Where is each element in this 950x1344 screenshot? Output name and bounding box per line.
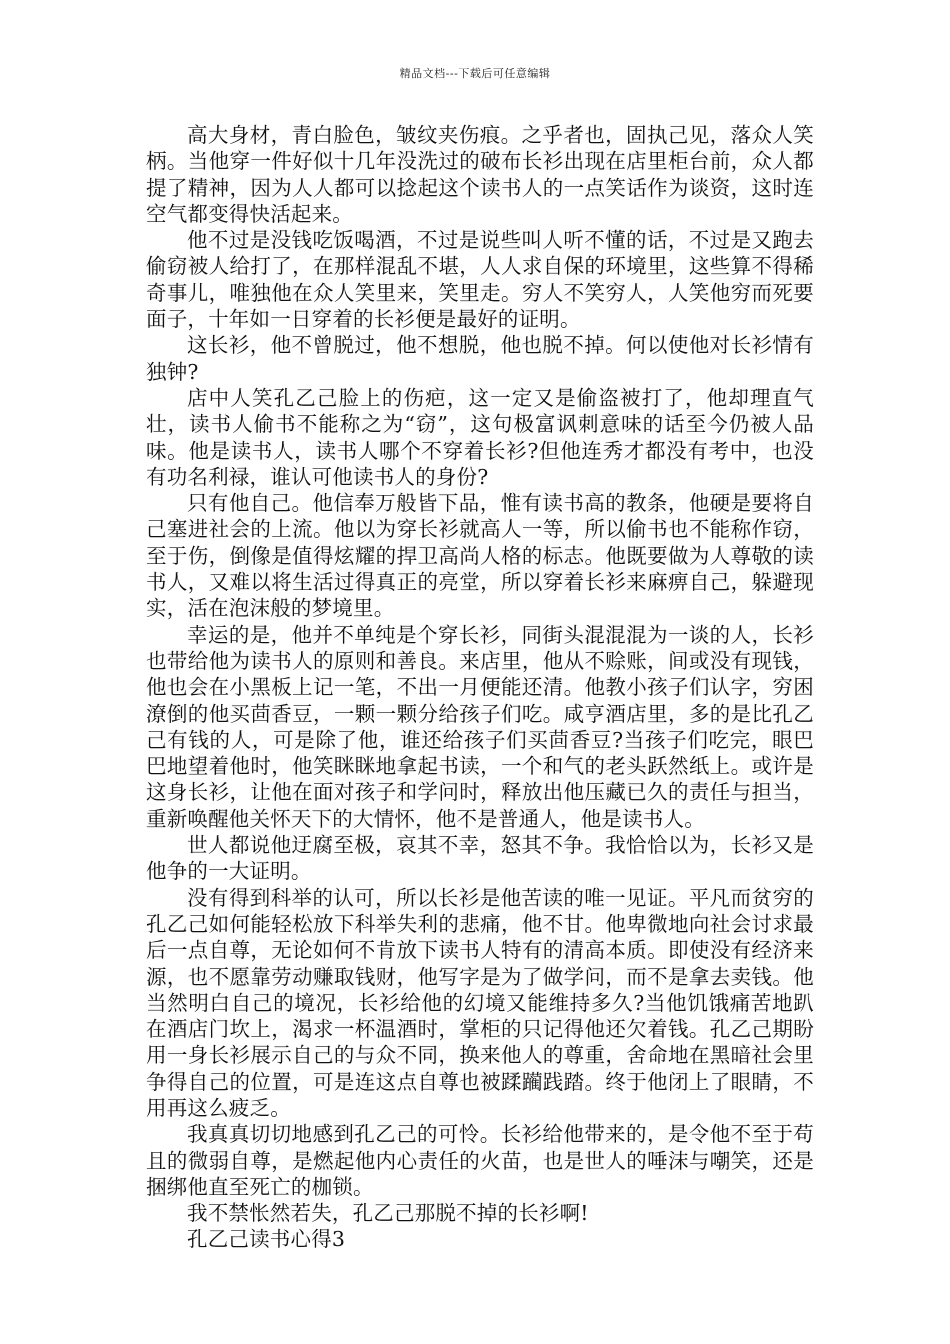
paragraph-5: 只有他自己。他信奉万般皆下品，惟有读书高的教条，他硬是要将自己塞进社会的上流。他以为穿长衫就高人一等，所以偷书也不能称作窃，至于伤，倒像是值得炫耀的捍卫高尚人格的标志。他既要做为人尊敬的读书人，又难以将生活过得真正的亮堂，所以穿着长衫来麻痹自己，躲避现实，活在泡沫般的梦境里。 — [146, 491, 814, 621]
page-header: 精品文档---下载后可任意编辑 — [399, 67, 551, 80]
paragraph-4: 店中人笑孔乙己脸上的伤疤，这一定又是偷盗被打了，他却理直气壮，读书人偷书不能称之为“窃”，这句极富讽刺意味的话至今仍被人品味。他是读书人，读书人哪个不穿着长衫?但他连秀才都没有考中，也没有功名利禄，谁认可他读书人的身份? — [146, 385, 814, 489]
paragraph-2: 他不过是没钱吃饭喝酒，不过是说些叫人听不懂的话，不过是又跑去偷窃被人给打了，在那样混乱不堪，人人求自保的环境里，这些算不得稀奇事儿，唯独他在众人笑里来，笑里走。穷人不笑穷人，人笑他穷而死要面子，十年如一日穿着的长衫便是最好的证明。 — [146, 228, 814, 332]
paragraph-7: 世人都说他迂腐至极，哀其不幸，怒其不争。我恰恰以为，长衫又是他争的一大证明。 — [146, 833, 814, 884]
document-body — [146, 122, 814, 1253]
paragraph-9: 我真真切切地感到孔乙己的可怜。长衫给他带来的，是令他不至于苟且的微弱自尊，是燃起他内心责任的火苗，也是世人的唾沫与嘲笑，还是捆绑他直至死亡的枷锁。 — [146, 1122, 814, 1199]
paragraph-10: 我不禁怅然若失，孔乙己那脱不掉的长衫啊! — [187, 1201, 589, 1226]
paragraph-6: 幸运的是，他并不单纯是个穿长衫，同街头混混混为一谈的人，长衫也带给他为读书人的原则和善良。来店里，他从不赊账，间或没有现钱，他也会在小黑板上记一笔，不出一月便能还清。他教小孩子们认字，穷困潦倒的他买茴香豆，一颗一颗分给孩子们吃。咸亨酒店里，多的是比孔乙己有钱的人，可是除了他，谁还给孩子们买茴香豆?当孩子们吃完，眼巴巴地望着他时，他笑眯眯地拿起书读，一个和气的老头跃然纸上。或许是这身长衫，让他在面对孩子和学问时，释放出他压藏已久的责任与担当，重新唤醒他关怀天下的大情怀，他不是普通人，他是读书人。 — [146, 622, 814, 831]
section-heading: 孔乙己读书心得3 — [187, 1227, 346, 1252]
paragraph-8: 没有得到科举的认可，所以长衫是他苦读的唯一见证。平凡而贫穷的孔乙己如何能轻松放下科举失利的悲痛，他不甘。他卑微地向社会讨求最后一点自尊，无论如何不肯放下读书人特有的清高本质。即使没有经济来源，也不愿靠劳动赚取钱财，他写字是为了做学问，而不是拿去卖钱。他当然明白自己的境况，长衫给他的幻境又能维持多久?当他饥饿痛苦地趴在酒店门坎上，渴求一杯温酒时，掌柜的只记得他还欠着钱。孔乙己期盼用一身长衫展示自己的与众不同，换来他人的尊重，舍命地在黑暗社会里争得自己的位置，可是连这点自尊也被蹂躏践踏。终于他闭上了眼睛，不用再这么疲乏。 — [146, 885, 814, 1120]
paragraph-3: 这长衫，他不曾脱过，他不想脱，他也脱不掉。何以使他对长衫情有独钟? — [146, 333, 814, 384]
paragraph-1: 高大身材，青白脸色，皱纹夹伤痕。之乎者也，固执己见，落众人笑柄。当他穿一件好似十几年没洗过的破布长衫出现在店里柜台前，众人都提了精神，因为人人都可以捻起这个读书人的一点笑话作为谈资，这时连空气都变得快活起来。 — [146, 123, 814, 226]
